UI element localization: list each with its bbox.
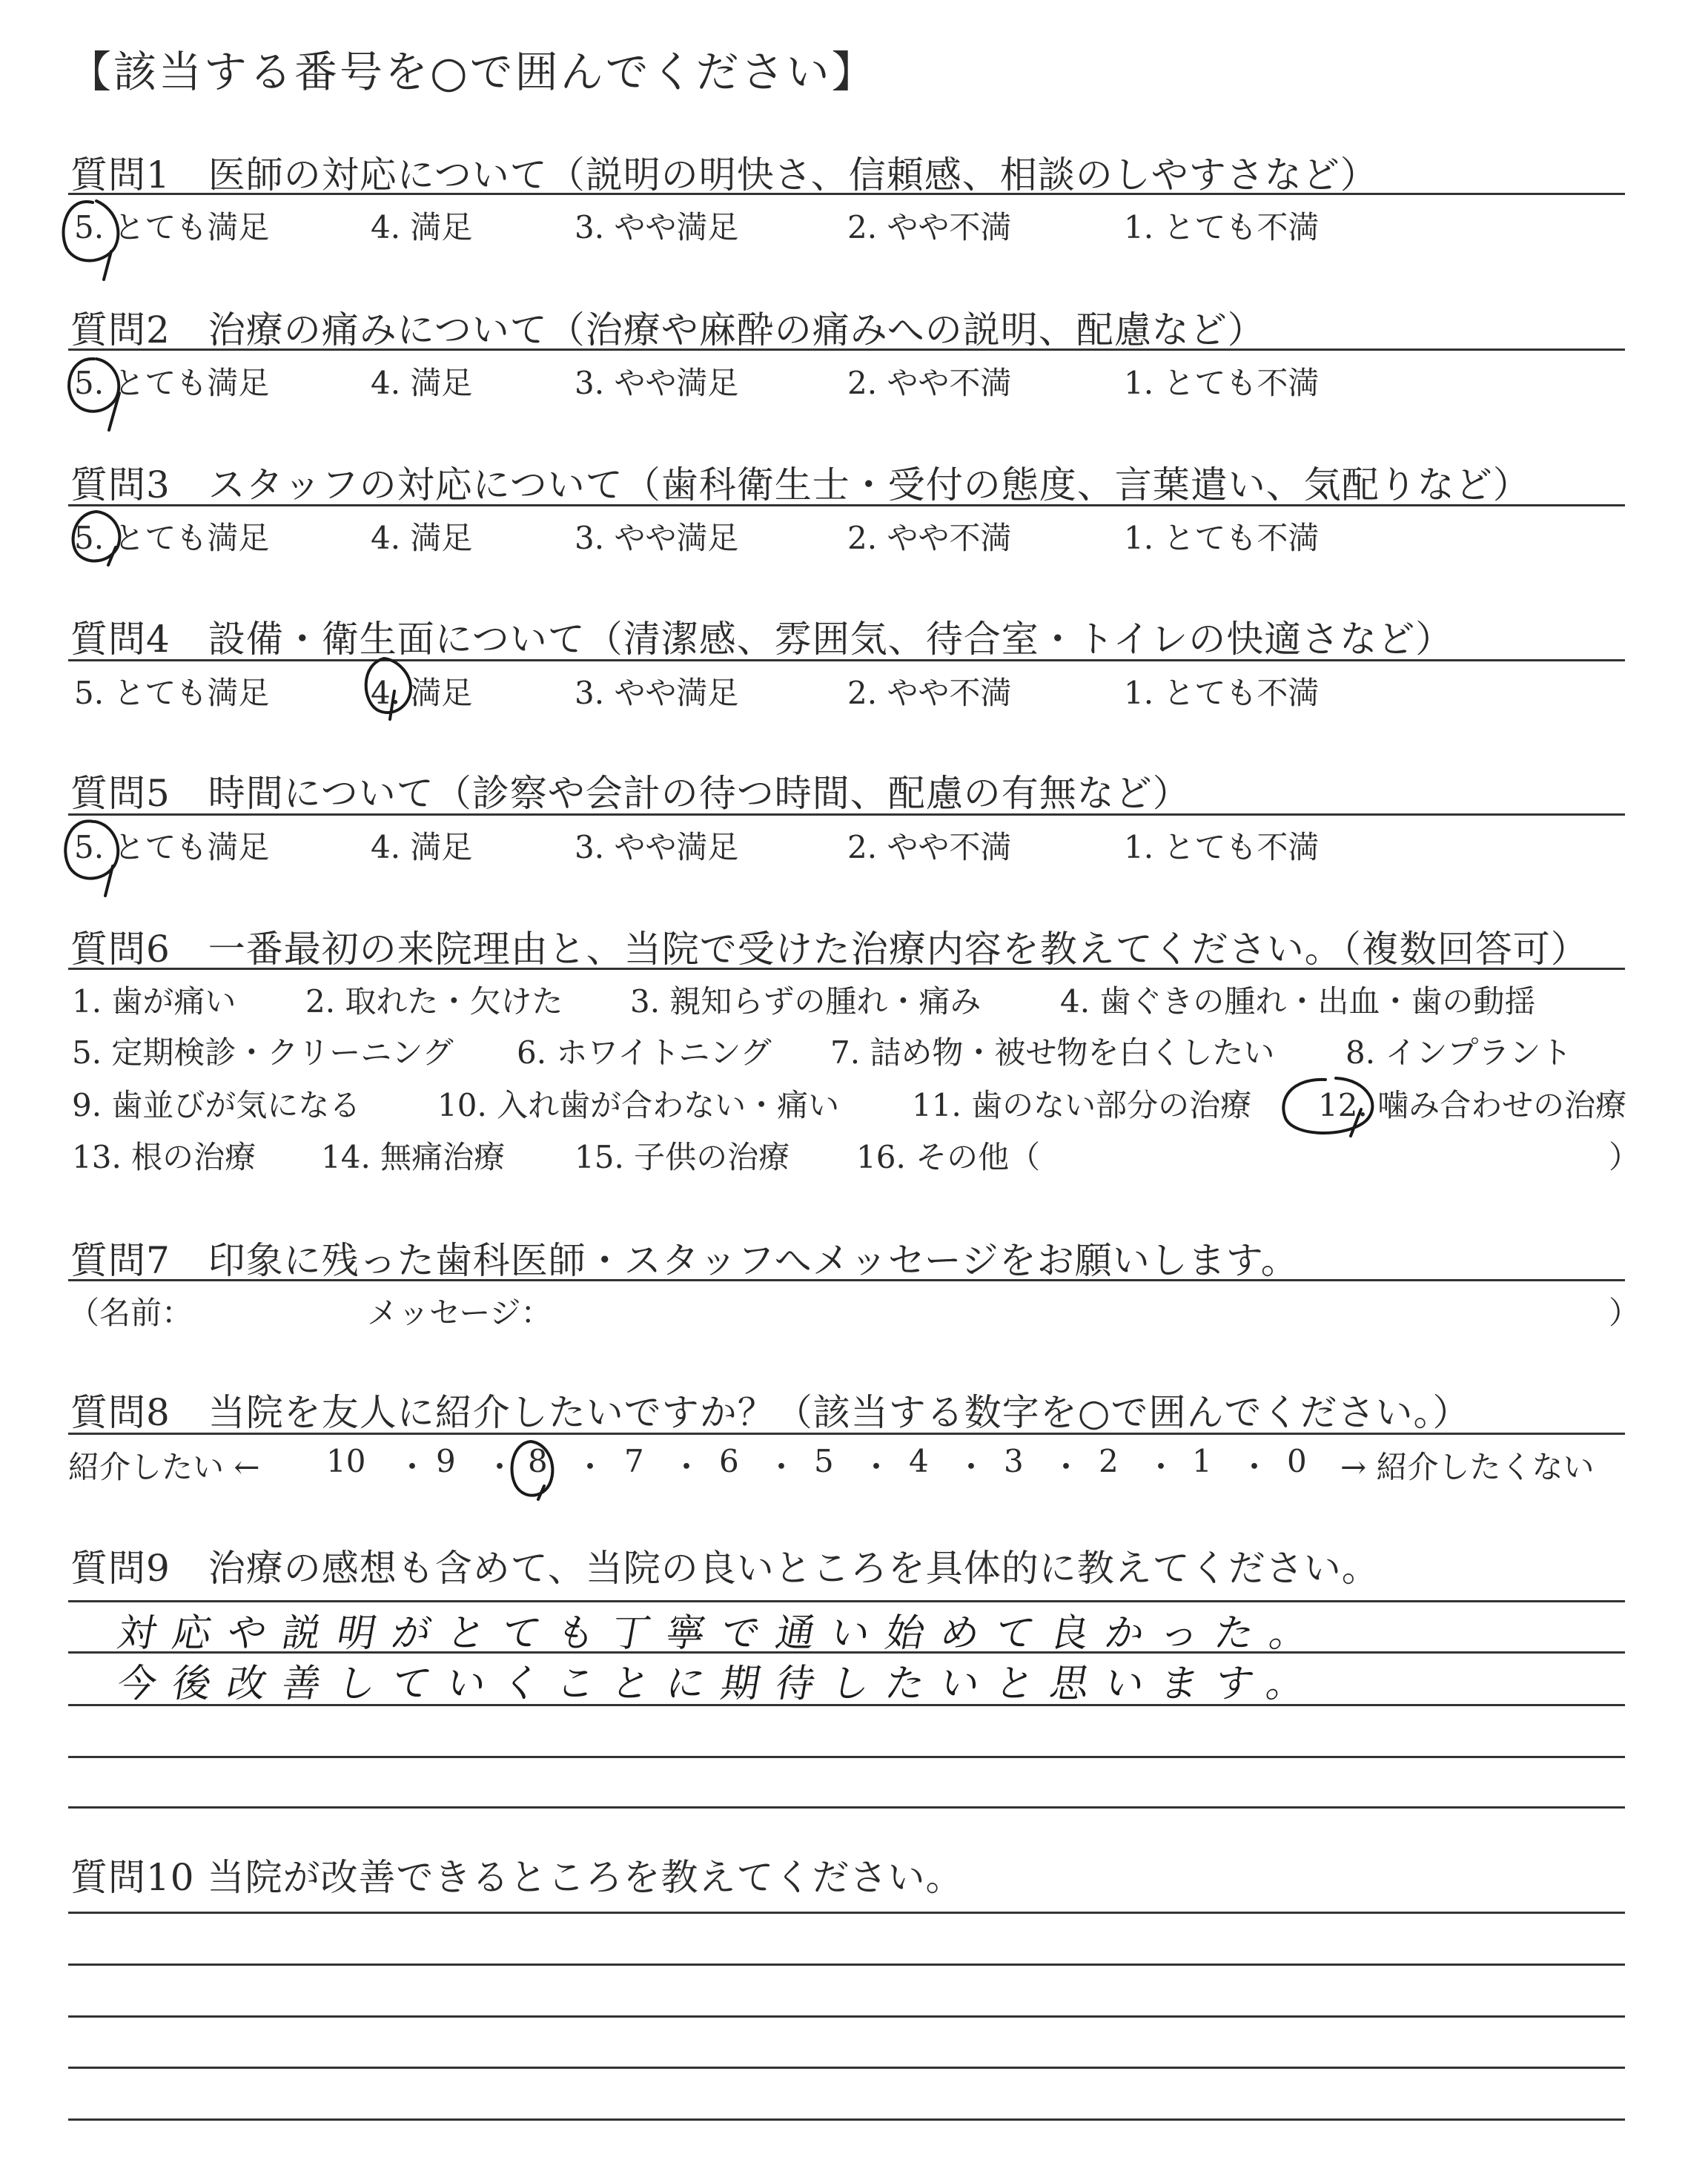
question-6-title: 質問6 一番最初の来院理由と、当院で受けた治療内容を教えてください。（複数回答可） <box>70 928 1589 971</box>
selection-circle-icon <box>348 647 430 743</box>
question-8-title: 質問8 当院を友人に紹介したいですか？（該当する数字を○で囲んでください。） <box>70 1391 1471 1434</box>
q5-option-5[interactable]: 5. とても満足 <box>74 829 270 865</box>
selection-circle-icon <box>59 503 141 577</box>
question-5-title: 質問5 時間について（診察や会計の待つ時間、配慮の有無など） <box>70 772 1191 815</box>
q6-option-other[interactable]: 16. その他（ <box>856 1139 1041 1175</box>
q8-separator: ・ <box>1050 1449 1082 1485</box>
q1-option-1[interactable]: 1. とても不満 <box>1124 209 1320 245</box>
q6-option[interactable]: 1. 歯が痛い <box>72 983 236 1020</box>
q6-option[interactable]: 3. 親知らずの腫れ・痛み <box>630 983 982 1020</box>
q4-option-4[interactable]: 4. 満足 <box>371 675 473 711</box>
question-4-title: 質問4 設備・衛生面について（清潔感、雰囲気、待合室・トイレの快適さなど） <box>70 618 1454 661</box>
answer-line <box>68 1912 1625 1914</box>
q6-option[interactable]: 8. インプラント <box>1345 1034 1572 1071</box>
q8-separator: ・ <box>1239 1449 1271 1485</box>
q8-scale-6[interactable]: 6 <box>719 1443 739 1479</box>
answer-line <box>68 1806 1625 1809</box>
q8-separator: ・ <box>671 1449 703 1485</box>
question-9-title: 質問9 治療の感想も含めて、当院の良いところを具体的に教えてください。 <box>70 1547 1380 1590</box>
form-header: 【該当する番号を○で囲んでください】 <box>68 47 877 97</box>
divider <box>68 193 1625 195</box>
q8-right-label: → 紹介したくない <box>1340 1449 1595 1485</box>
q8-scale-1[interactable]: 1 <box>1192 1443 1212 1479</box>
q1-option-2[interactable]: 2. やや不満 <box>847 209 1012 245</box>
divider <box>68 349 1625 351</box>
q7-name-label: （名前： <box>68 1295 193 1331</box>
q2-option-2[interactable]: 2. やや不満 <box>847 365 1012 401</box>
question-7-title: 質問7 印象に残った歯科医師・スタッフへメッセージをお願いします。 <box>70 1239 1299 1282</box>
q1-option-5[interactable]: 5. とても満足 <box>74 209 270 245</box>
q2-option-5[interactable]: 5. とても満足 <box>74 365 270 401</box>
q2-option-3[interactable]: 3. やや満足 <box>575 365 739 401</box>
q6-option[interactable]: 14. 無痛治療 <box>321 1139 506 1175</box>
question-10-title: 質問10 当院が改善できるところを教えてください。 <box>70 1856 964 1899</box>
q8-separator: ・ <box>575 1449 606 1485</box>
q5-option-3[interactable]: 3. やや満足 <box>575 829 739 865</box>
q6-option[interactable]: 4. 歯ぐきの腫れ・出血・歯の動揺 <box>1060 983 1536 1020</box>
handwritten-answer-line-1: 対応や説明がとても丁寧で通い始めて良かった。 <box>113 1611 1329 1656</box>
answer-line <box>68 2067 1625 2069</box>
q1-option-4[interactable]: 4. 満足 <box>371 209 473 245</box>
q4-option-5[interactable]: 5. とても満足 <box>74 675 270 711</box>
answer-line <box>68 1964 1625 1966</box>
q2-option-1[interactable]: 1. とても不満 <box>1124 365 1320 401</box>
q8-separator: ・ <box>1145 1449 1177 1485</box>
divider <box>68 1279 1625 1281</box>
divider <box>68 504 1625 506</box>
question-1-title: 質問1 医師の対応について（説明の明快さ、信頼感、相談のしやすさなど） <box>70 153 1378 196</box>
q6-option[interactable]: 9. 歯並びが気になる <box>72 1087 361 1123</box>
q4-option-3[interactable]: 3. やや満足 <box>575 675 739 711</box>
q8-scale-9[interactable]: 9 <box>436 1443 456 1479</box>
q6-option[interactable]: 2. 取れた・欠けた <box>305 983 563 1020</box>
q8-scale-2[interactable]: 2 <box>1099 1443 1119 1479</box>
q6-close-paren: ） <box>1609 1139 1641 1175</box>
q1-option-3[interactable]: 3. やや満足 <box>575 209 739 245</box>
q8-separator: ・ <box>484 1449 516 1485</box>
q6-option[interactable]: 6. ホワイトニング <box>517 1034 772 1071</box>
q8-scale-0[interactable]: 0 <box>1287 1443 1307 1479</box>
selection-circle-icon <box>53 808 135 905</box>
q8-separator: ・ <box>956 1449 987 1485</box>
selection-circle-icon <box>56 349 137 445</box>
q7-message-label: メッセージ： <box>367 1295 552 1331</box>
q8-scale-10[interactable]: 10 <box>326 1443 366 1479</box>
q8-scale-7[interactable]: 7 <box>624 1443 644 1479</box>
answer-line <box>68 2015 1625 2018</box>
q3-option-1[interactable]: 1. とても不満 <box>1124 520 1320 556</box>
q8-separator: ・ <box>861 1449 893 1485</box>
q2-option-4[interactable]: 4. 満足 <box>371 365 473 401</box>
q4-option-2[interactable]: 2. やや不満 <box>847 675 1012 711</box>
q6-option[interactable]: 15. 子供の治療 <box>575 1139 790 1175</box>
selection-circle-icon <box>52 189 133 293</box>
selection-circle-icon <box>498 1431 565 1505</box>
question-2-title: 質問2 治療の痛みについて（治療や麻酔の痛みへの説明、配慮など） <box>70 308 1265 351</box>
handwritten-answer-line-2: 今後改善していくことに期待したいと思います。 <box>113 1662 1326 1706</box>
question-3-title: 質問3 スタッフの対応について（歯科衛生士・受付の態度、言葉遣い、気配りなど） <box>70 463 1531 506</box>
q6-option[interactable]: 11. 歯のない部分の治療 <box>912 1087 1252 1123</box>
answer-line <box>68 2118 1625 2121</box>
q8-separator: ・ <box>766 1449 798 1485</box>
selection-circle-icon <box>1274 1066 1392 1148</box>
q5-option-4[interactable]: 4. 満足 <box>371 829 473 865</box>
q3-option-2[interactable]: 2. やや不満 <box>847 520 1012 556</box>
divider <box>68 813 1625 816</box>
q8-scale-3[interactable]: 3 <box>1004 1443 1024 1479</box>
q6-option-12[interactable]: 12. 噛み合わせの治療 <box>1318 1087 1627 1123</box>
q3-option-4[interactable]: 4. 満足 <box>371 520 473 556</box>
q6-option[interactable]: 13. 根の治療 <box>72 1139 256 1175</box>
answer-line <box>68 1756 1625 1758</box>
q8-scale-5[interactable]: 5 <box>814 1443 834 1479</box>
divider <box>68 1433 1625 1435</box>
q7-close-paren: ） <box>1609 1295 1641 1331</box>
q8-scale-4[interactable]: 4 <box>909 1443 929 1479</box>
divider <box>68 659 1625 661</box>
q5-option-2[interactable]: 2. やや不満 <box>847 829 1012 865</box>
q6-option[interactable]: 7. 詰め物・被せ物を白くしたい <box>830 1034 1275 1071</box>
q3-option-5[interactable]: 5. とても満足 <box>74 520 270 556</box>
q5-option-1[interactable]: 1. とても不満 <box>1124 829 1320 865</box>
q8-left-label: 紹介したい ← <box>68 1449 260 1485</box>
divider <box>68 968 1625 970</box>
q4-option-1[interactable]: 1. とても不満 <box>1124 675 1320 711</box>
q3-option-3[interactable]: 3. やや満足 <box>575 520 739 556</box>
q8-scale-8[interactable]: 8 <box>528 1443 548 1479</box>
q6-option[interactable]: 10. 入れ歯が合わない・痛い <box>437 1087 840 1123</box>
q8-separator: ・ <box>397 1449 428 1485</box>
q6-option[interactable]: 5. 定期検診・クリーニング <box>72 1034 454 1071</box>
